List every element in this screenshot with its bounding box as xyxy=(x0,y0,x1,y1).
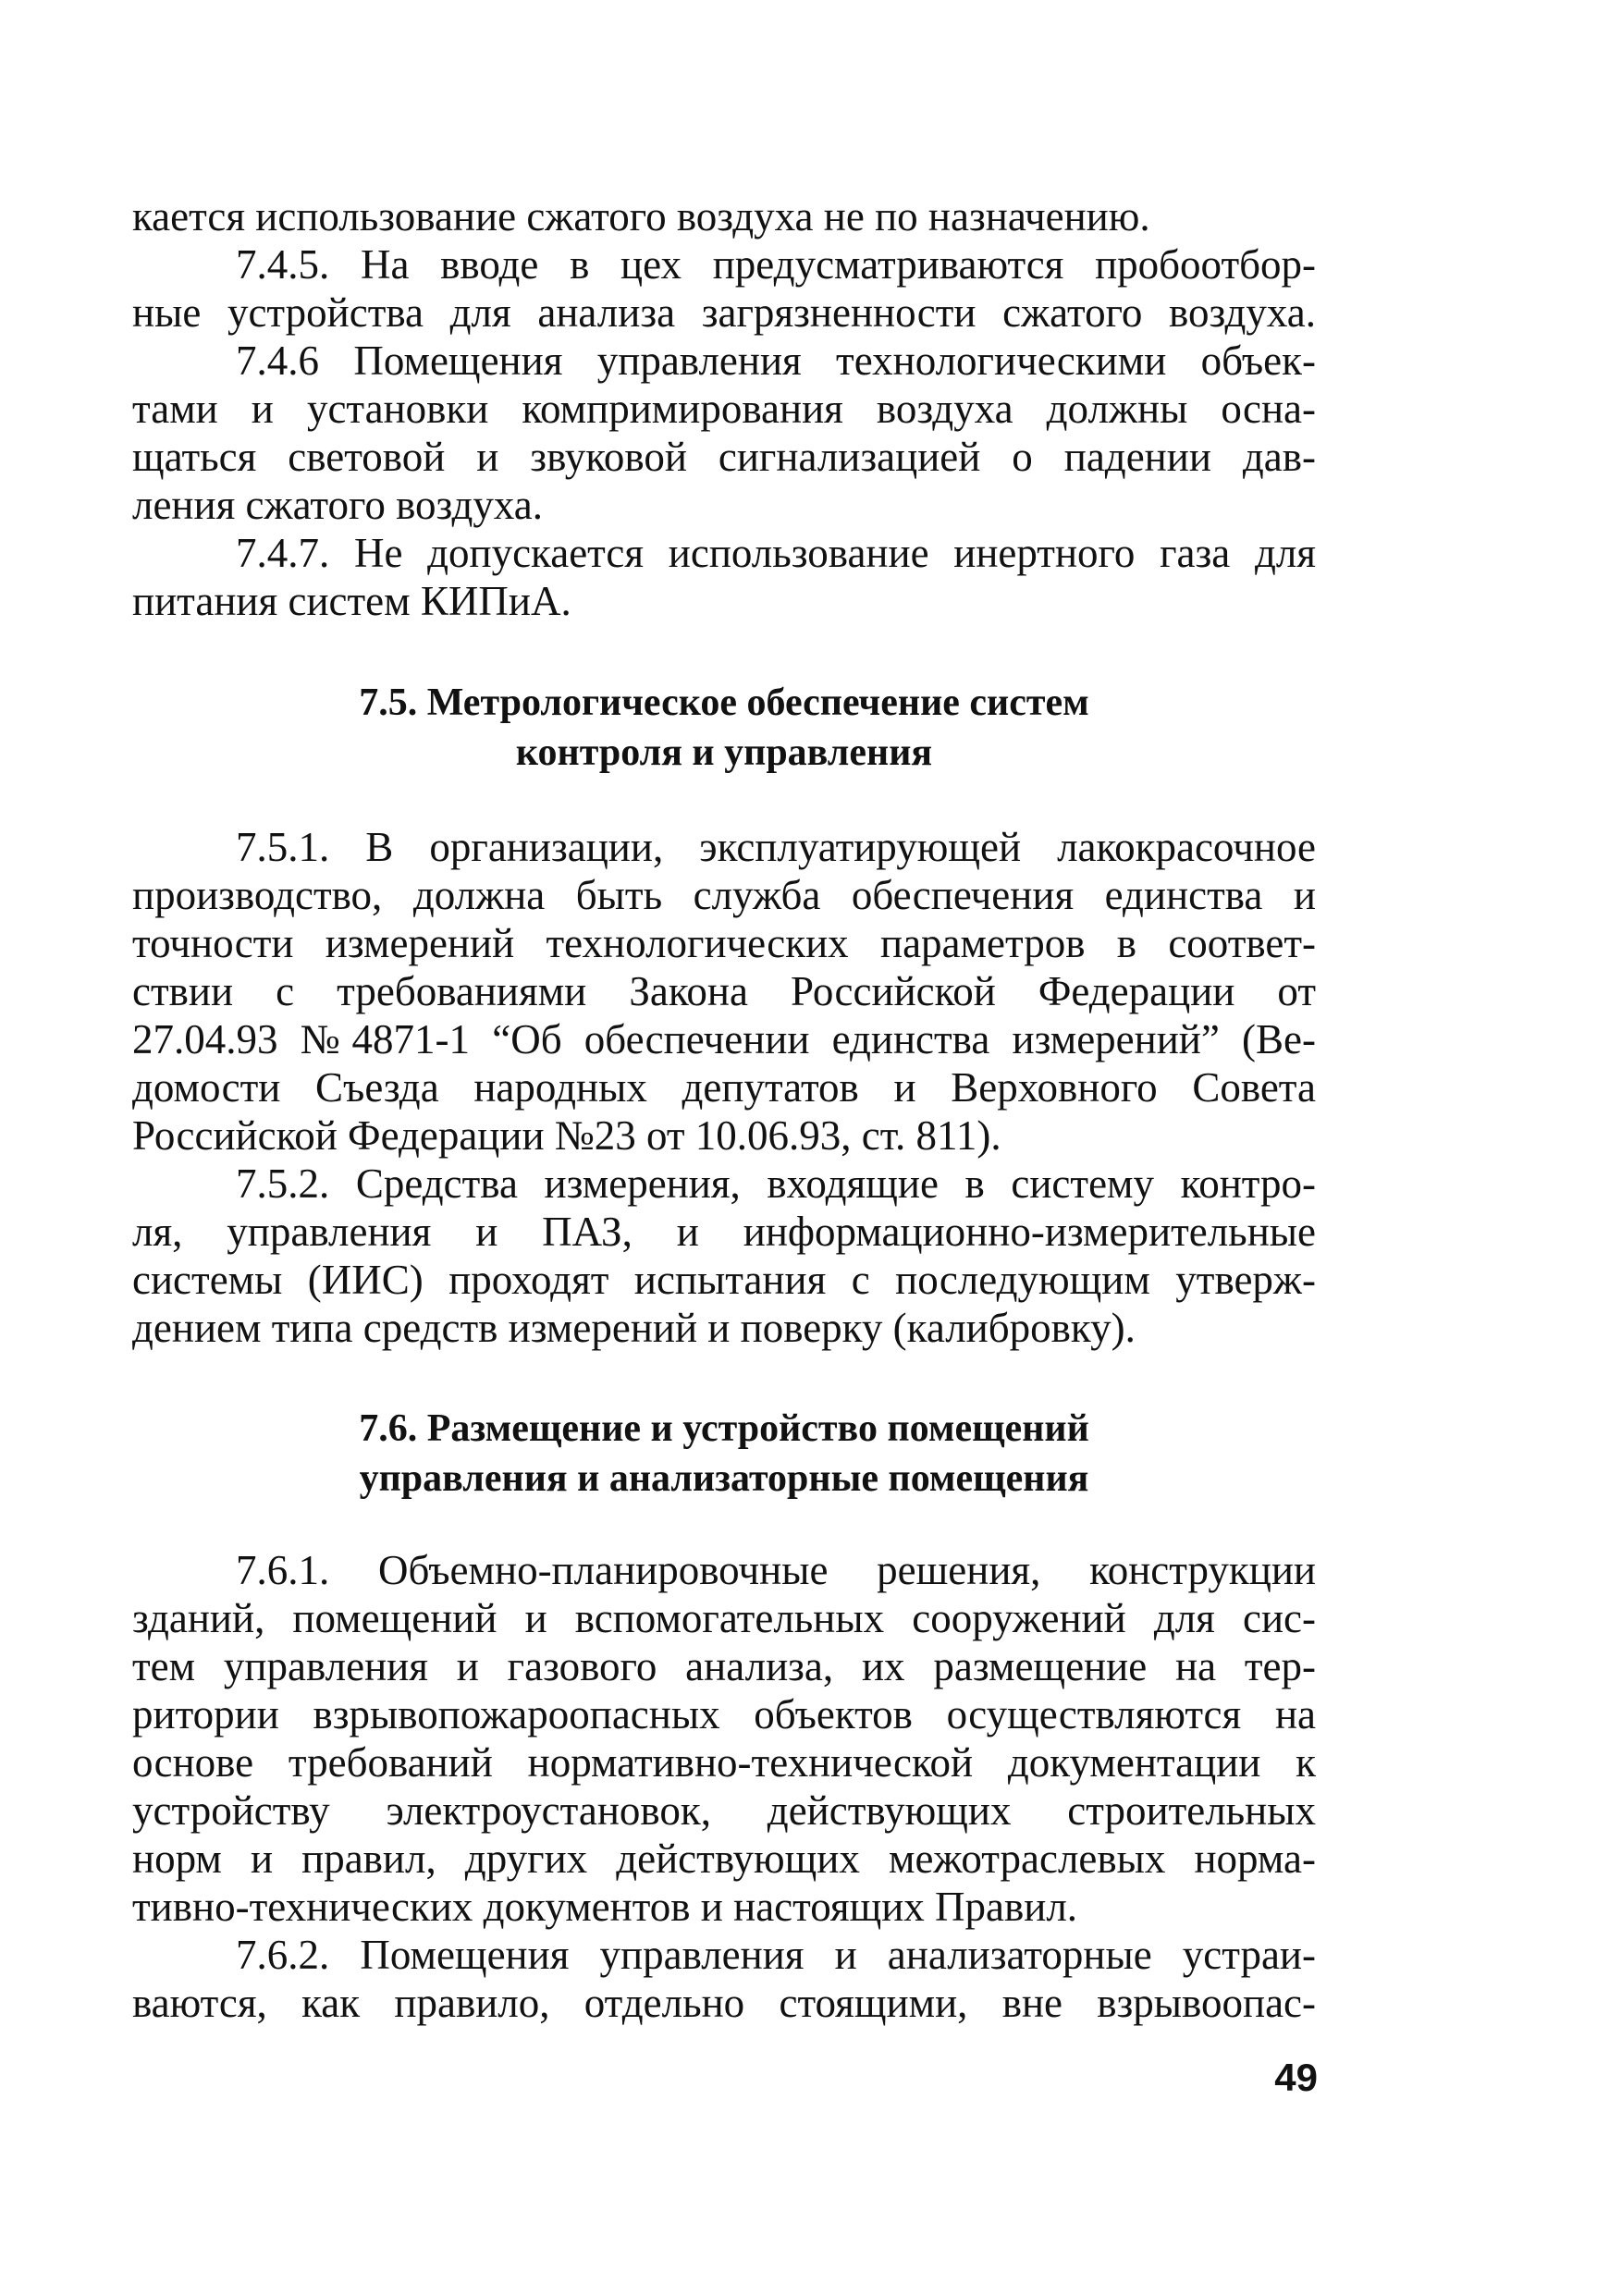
section-heading-7-5 xyxy=(132,678,1316,778)
text-line: тем управления и газового анализа, их размещение на тер- xyxy=(132,1643,1316,1689)
text-line: 7.5.1. В организации, эксплуатирующей лакокрасочное xyxy=(236,824,1316,870)
text-line: устройству электроустановок, действующих строительных xyxy=(132,1787,1316,1834)
text-line: 7.4.7. Не допускается использование инертного газа для xyxy=(236,530,1316,576)
text-line: 7.6.1. Объемно-планировочные решения, конструкции xyxy=(236,1547,1316,1593)
text-line: 7.4.5. На вводе в цех предусматриваются пробоотбор- xyxy=(236,241,1316,288)
text-line: кается использование сжатого воздуха не по назначению. xyxy=(132,193,1150,239)
text-line: норм и правил, других действующих межотраслевых норма- xyxy=(132,1836,1316,1882)
text-line: производство, должна быть служба обеспечения единства и xyxy=(132,872,1316,918)
text-line: системы (ИИС) проходят испытания с последующим утверж- xyxy=(132,1257,1316,1303)
text-line: дением типа средств измерений и поверку (калибровку). xyxy=(132,1305,1136,1351)
text-line: 7.6.2. Помещения управления и анализаторные устраи- xyxy=(236,1932,1316,1978)
text-line: щаться световой и звуковой сигнализацией о падении дав- xyxy=(132,434,1316,480)
heading-line: 7.5. Метрологическое обеспечение систем xyxy=(359,681,1089,724)
heading-line: управления и анализаторные помещения xyxy=(359,1457,1089,1500)
text-line: основе требований нормативно-технической документации к xyxy=(132,1739,1316,1786)
text-line: ные устройства для анализа загрязненности сжатого воздуха. xyxy=(132,289,1316,336)
text-line: Российской Федерации №23 от 10.06.93, ст. 811). xyxy=(132,1112,1001,1159)
text-line: ритории взрывопожароопасных объектов осуществляются на xyxy=(132,1691,1316,1737)
text-line: ления сжатого воздуха. xyxy=(132,482,544,528)
text-line: точности измерений технологических параметров в соответ- xyxy=(132,920,1316,966)
text-line: домости Съезда народных депутатов и Верховного Совета xyxy=(132,1064,1316,1111)
text-line: ля, управления и ПАЗ, и информационно-измерительные xyxy=(132,1209,1316,1255)
text-line: питания систем КИПиА. xyxy=(132,578,571,624)
text-line: 7.5.2. Средства измерения, входящие в систему контро- xyxy=(236,1160,1316,1207)
heading-line: контроля и управления xyxy=(515,731,933,774)
heading-line: 7.6. Размещение и устройство помещений xyxy=(359,1407,1089,1450)
text-line: 7.4.6 Помещения управления технологическими объек- xyxy=(236,338,1316,384)
text-line: 27.04.93 №4871-1 “Об обеспечении единства измерений” (Ве- xyxy=(132,1016,1316,1062)
text-line: зданий, помещений и вспомогательных сооружений для сис- xyxy=(132,1595,1316,1641)
section-heading-7-6 xyxy=(132,1404,1316,1504)
text-line: ваются, как правило, отдельно стоящими, вне взрывоопас- xyxy=(132,1980,1316,2026)
section-7-6-text xyxy=(132,1546,1316,2027)
page-number: 49 xyxy=(1274,2056,1318,2099)
section-7-4-text xyxy=(132,192,1316,625)
text-line: ствии с требованиями Закона Российской Федерации от xyxy=(132,968,1316,1014)
text-line: тами и установки компримирования воздуха должны осна- xyxy=(132,386,1316,432)
section-7-5-text xyxy=(132,823,1316,1352)
text-line: тивно-технических документов и настоящих Правил. xyxy=(132,1884,1078,1930)
